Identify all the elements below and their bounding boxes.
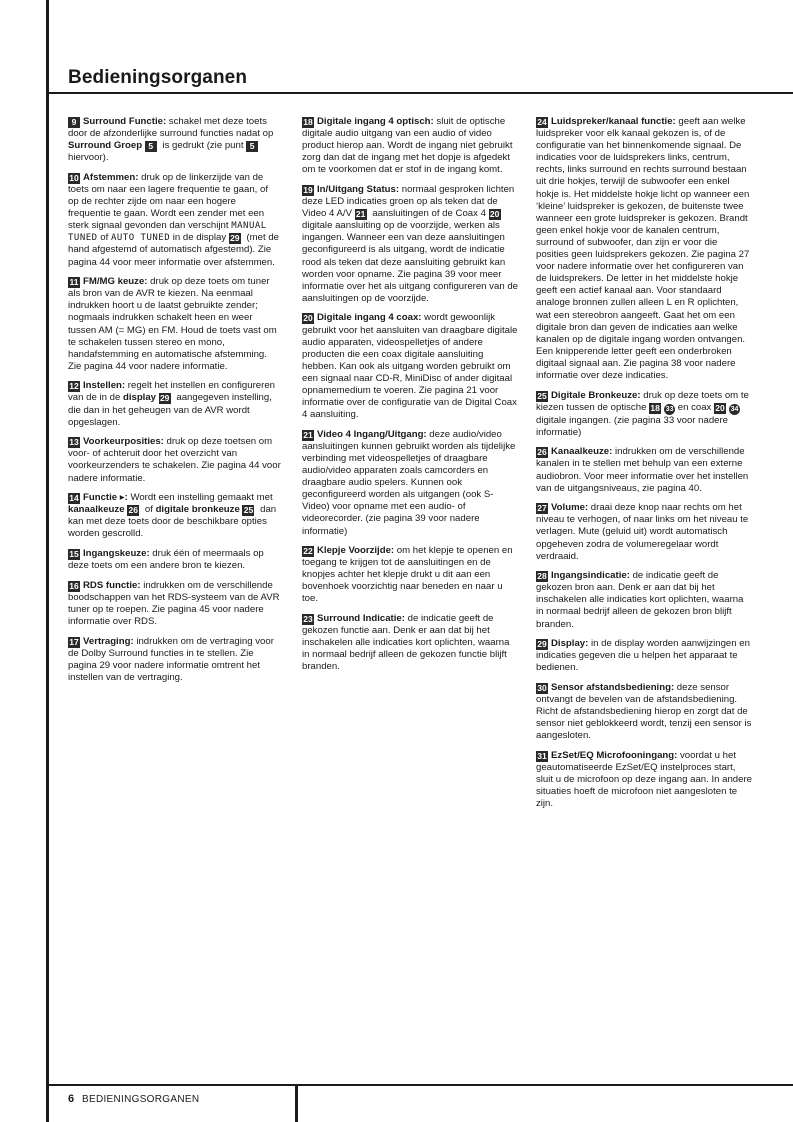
item-22: 22 Klepje Voorzijde: om het klepje te openen en toegang te krijgen tot de aansluitingen en de knopjes achter het klepje drukt u dit aan een bovenhoek voorzichtig naar beneden en naar u toe.	[302, 545, 513, 605]
item-9: 9 Surround Functie: schakel met deze toets door de afzonderlijke surround functies nadat op Surround Groep 5 is gedrukt (zie punt 5 hiervoor).	[68, 116, 274, 164]
item-24: 24 Luidspreker/kanaal functie: geeft aan welke luidspreker voor elk kanaal gekozen is, of de configuratie van het binnenkomende signaal. De indicaties voor de luidsprekers links, centrum, rechts, links surround en rechts surround bestaan uit drie hokjes, terwijl de subwoofer een enkel hokje is. Het middelste hokje licht op wanneer een ‘kleine’ luidspreker is gekozen, de buitenste twee wanneer een grote luidspreker is gekozen. Brandt geen enkel hokje voor de kanalen centrum, surround of subwoofer, dan zijn er voor die posities geen luidsprekers gekozen. Zie pagina 27 voor nadere informatie over het configureren van de luidsprekers. De letter in het middelste hokje geeft een actief kanaal aan. Voor standaard analoge bronnen zullen alleen L en R oplichten, wat een stereobron aangeeft. Gaat het om een digitale bron dan geven de indicaties aan welke kanalen op de digitale ingang worden ontvangen. Een knipperende letter geeft een onderbroken digitaal signaal aan. Zie pagina 38 voor nadere informatie over deze indicaties.	[536, 116, 750, 381]
page-number: 6	[68, 1093, 75, 1105]
item-10: 10 Afstemmen: druk op de linkerzijde van de toets om naar een lagere frequentie te gaan, of op de rechter zijde om naar een hogere frequentie te gaan. Wordt een zender met een sterk signaal gevonden dan verschijnt MANUAL TUNED of AUTO TUNED in de display 29 (met de hand afgestemd of automatisch afgestemd). Zie pagina 44 voor meer informatie over afstemmen.	[68, 171, 279, 268]
item-27: 27 Volume: draai deze knop naar rechts om het niveau te verhogen, of naar links om het niveau te verlagen. Mute (geluid uit) wordt automatisch opgeheven zodra de volumeregelaar wordt verdraaid.	[536, 502, 749, 562]
item-14: 14 Functie ▸: Wordt een instelling gemaakt met kanaalkeuze 26 of digitale bronkeuze 25 dan kan met deze toets door de beschikbare opties worden gescrolld.	[68, 492, 277, 540]
header-rule	[46, 92, 793, 94]
item-25: 25 Digitale Bronkeuze: druk op deze toets om te kiezen tussen de optische 18 33 en coax 20 34 digitale ingangen. (zie pagina 33 voor nadere informatie)	[536, 389, 749, 438]
item-28: 28 Ingangsindicatie: de indicatie geeft de gekozen bron aan. Denk er aan dat bij het inschakelen alle indicaties kort oplichten, waarna in normaal bedrijf alleen de gekozen bron blijft branden.	[536, 570, 744, 630]
footer-divider	[295, 1084, 298, 1122]
item-21: 21 Video 4 Ingang/Uitgang: deze audio/video aansluitingen kunnen gebruikt worden als tijdelijke verbinding met videospelletjes of draagbare audio/video apparaten zoals camcorders en draagbare audio spelers. Kunnen ook geconfigureerd worden als uitgangen (ook S-Video) voor opname met een audio- of videorecorder. (zie pagina 39 voor nadere informatie)	[302, 428, 516, 537]
column-2	[302, 116, 518, 681]
item-23: 23 Surround Indicatie: de indicatie geeft de gekozen functie aan. Denk er aan dat bij het inschakelen alle indicaties kort oplichten, waarna in normaal bedrijf alleen de gekozen functie blijft branden.	[302, 613, 510, 673]
item-30: 30 Sensor afstandsbediening: deze sensor ontvangt de bevelen van de afstandsbediening. Richt de afstandsbediening hierop en zorgt dat de sensor niet geblokkeerd wordt, tenzij een sensor is aangesloten.	[536, 681, 752, 742]
item-20: 20 Digitale ingang 4 coax: wordt gewoonlijk gebruikt voor het aansluiten van draagbare digitale audio apparaten, videospelletjes of andere producten die een coax digitale aansluiting hebben. Kan ook als uitgang worden gebruikt om een signaal naar CD-R, MiniDisc of ander digitaal opnamemedium te voeren. Zie pagina 21 voor informatie over de configuratie van de Digital Coax 4 aansluiting.	[302, 312, 518, 421]
left-rule-top	[46, 0, 49, 1122]
item-26: 26 Kanaalkeuze: indrukken om de verschillende kanalen in te stellen met behulp van een externe audiobron. Voor meer informatie over het instellen van de uitgangsniveaus, zie pagina 40.	[536, 446, 749, 494]
item-11: 11 FM/MG keuze: druk op deze toets om tuner als bron van de AVR te kiezen. Na eenmaal indrukken hoort u de laatst gebruikte zender; nogmaals indrukken schakelt heen en weer tussen AM (= MG) en FM. Houd de toets vast om te schakelen tussen stereo en mono, handafstemming en automatische afstemming. Zie pagina 44 voor nadere informatie.	[68, 276, 277, 372]
item-18: 18 Digitale ingang 4 optisch: sluit de optische digitale audio uitgang van een audio of video product hierop aan. Wordt de ingang niet gebruikt zorg dan dat de ingang met het dopje is afgedekt om te voorkomen dat er stof in de ingang komt.	[302, 116, 513, 176]
item-17: 17 Vertraging: indrukken om de vertraging voor de Dolby Surround functies in te stellen. Zie pagina 29 voor nadere informatie omtrent het instellen van de vertraging.	[68, 635, 274, 683]
item-16: 16 RDS functie: indrukken om de verschillende boodschappen van het RDS-systeem van de AVR tuner op te roepen. Zie pagina 45 voor nadere informatie over RDS.	[68, 579, 280, 627]
item-29: 29 Display: in de display worden aanwijzingen en indicaties gegeven die u helpen het apparaat te bedienen.	[536, 638, 750, 674]
column-1	[68, 116, 281, 691]
item-12: 12 Instellen: regelt het instellen en configureren van de in de display 29 aangegeven instelling, die dan in het geheugen van de AVR wordt opgeslagen.	[68, 380, 275, 428]
item-19: 19 In/Uitgang Status: normaal gesproken lichten deze LED indicaties groen op als teken dat de Video 4 A/V 21 aansluitingen of de Coax 4 20 digitale aansluiting op de voorzijde, werken als ingangen. Wanneer een van deze aansluitingen geconfigureerd is als uitgang, wordt de indicatie rood als teken dat deze aansluiting gebruikt kan worden voor opname. Zie pagina 39 voor meer informatie over het als uitgang configureren van de aansluitingen op de voorzijde.	[302, 183, 518, 304]
item-13: 13 Voorkeurposities: druk op deze toetsen om voor- of achteruit door het overzicht van voorkeurzenders te schakelen. Zie pagina 44 voor nadere informatie.	[68, 436, 281, 484]
footer-section-label: BEDIENINGSORGANEN	[82, 1094, 200, 1105]
item-15: 15 Ingangskeuze: druk één of meermaals op deze toets om een andere bron te kiezen.	[68, 548, 264, 572]
item-31: 31 EzSet/EQ Microfooningang: voordat u het geautomatiseerde EzSet/EQ instelproces start, sluit u de microfoon op deze ingang aan. In andere situaties hoeft de microfoon niet aangesloten te zijn.	[536, 749, 753, 810]
page-title: Bedieningsorganen	[68, 67, 248, 88]
column-3	[536, 116, 752, 818]
footer-rule	[46, 1084, 793, 1086]
